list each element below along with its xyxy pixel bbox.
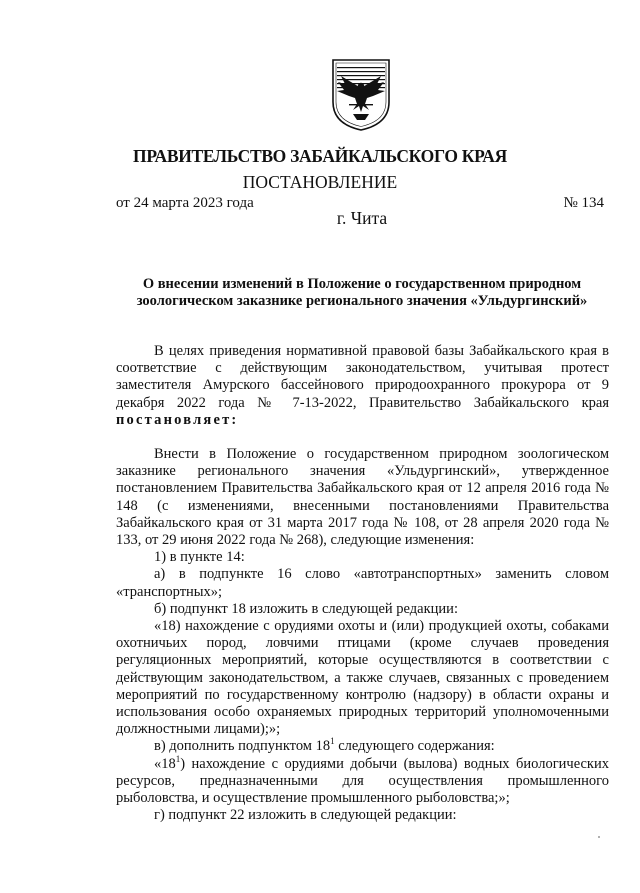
item-v-pre: в) дополнить подпунктом 18 [154, 738, 331, 755]
coat-of-arms-eagle-icon [331, 58, 391, 132]
document-date: от 24 марта 2023 года [116, 195, 254, 211]
item-v-text-pre: «18 [154, 755, 176, 772]
item-b-text: «18) нахождение с орудиями охоты и (или) продукцией охоты, собаками охотничьих пород, ловчими птицами (кроме случаев проведения регуляционных мероприятий, которые осуществляются в соответствии с действующим законодательством, а также случаев, связанных с проведением мероприятий по государственному контролю (надзору) в области охраны и использования особо охраняемых природных территорий уполномоченными должностными лицами);»; [116, 618, 609, 738]
item-v-sup: 1 [330, 736, 335, 747]
document-body [116, 343, 609, 824]
preamble-paragraph [116, 343, 609, 429]
document-title: О внесении изменений в Положение о государственном природном зоологическом заказнике регионального значения «Ульдургинский» [136, 276, 588, 309]
preamble-text: В целях приведения нормативной правовой базы Забайкальского края в соответствие с действующим законодательством, учитывая протест заместителя Амурского бассейнового природоохранного прокурора от 9 декабря 2022 года № 7-13-2022, Правительство Забайкальского края [116, 343, 609, 411]
government-name: ПРАВИТЕЛЬСТВО ЗАБАЙКАЛЬСКОГО КРАЯ [133, 146, 507, 166]
item-v-text [116, 753, 609, 808]
item-v-post: следующего содержания: [334, 738, 495, 755]
item-v [116, 738, 609, 755]
decree-word: постановляет: [116, 411, 239, 428]
intro-paragraph: Внести в Положение о государственном природном зоологическом заказнике регионального значения «Ульдургинский», утвержденное постановлением Правительства Забайкальского края от 12 апреля 2016 года № 148 (с изменениями, внесенными постановлениями Правительства Забайкальского края от 31 марта 2017 года № 108, от 28 апреля 2020 года № 133, от 29 июня 2022 года № 268), следующие изменения: [116, 446, 609, 549]
item-a: а) в подпункте 16 слово «автотранспортных» заменить словом «транспортных»; [116, 566, 609, 600]
document-type: ПОСТАНОВЛЕНИЕ [242, 172, 398, 192]
city: г. Чита [336, 208, 388, 228]
scan-artifact [598, 836, 600, 838]
item-b: б) подпункт 18 изложить в следующей редакции: [154, 600, 458, 617]
item-v-text-sup: 1 [175, 753, 181, 764]
item-g: г) подпункт 22 изложить в следующей редакции: [154, 807, 457, 824]
item-v-text-post: ) нахождение с орудиями добычи (вылова) водных биологических ресурсов, предназначенными для осуществления промышленного рыболовства, и осуществление промышленного рыболовства;»; [116, 755, 609, 807]
document-number: № 134 [563, 195, 604, 211]
item-1: 1) в пункте 14: [154, 549, 245, 566]
